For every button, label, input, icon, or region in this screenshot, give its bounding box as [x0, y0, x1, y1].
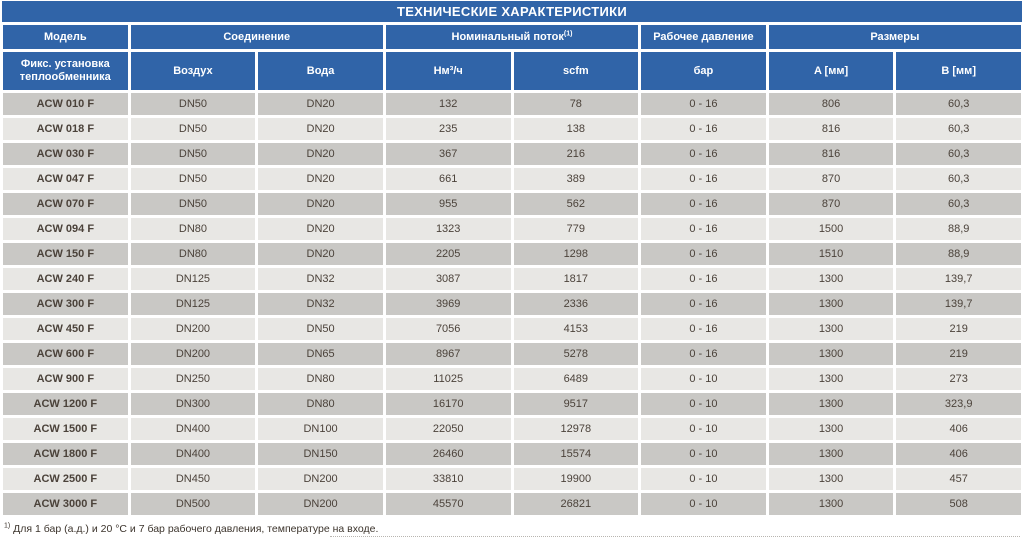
value-cell: 22050	[386, 418, 511, 440]
value-cell: 0 - 16	[641, 343, 766, 365]
model-cell: ACW 600 F	[3, 343, 128, 365]
col-header-water: Вода	[258, 52, 383, 90]
value-cell: 139,7	[896, 293, 1021, 315]
value-cell: 0 - 10	[641, 368, 766, 390]
value-cell: 60,3	[896, 193, 1021, 215]
col-header-fixed-install: Фикс. установка теплообменника	[3, 52, 128, 90]
group-header-nominal-flow	[386, 25, 638, 49]
value-cell: DN20	[258, 243, 383, 265]
value-cell: 1300	[769, 418, 894, 440]
group-header-working-pressure-label: Рабочее давление	[653, 31, 754, 43]
model-cell: ACW 070 F	[3, 193, 128, 215]
value-cell: 132	[386, 93, 511, 115]
page-fold-dotted-line	[330, 536, 1020, 537]
value-cell: 139,7	[896, 268, 1021, 290]
value-cell: 406	[896, 443, 1021, 465]
value-cell: DN50	[131, 168, 256, 190]
value-cell: 779	[514, 218, 639, 240]
group-header-dimensions-label: Размеры	[870, 31, 920, 43]
value-cell: DN50	[258, 318, 383, 340]
value-cell: DN250	[131, 368, 256, 390]
value-cell: 0 - 10	[641, 443, 766, 465]
value-cell: DN50	[131, 93, 256, 115]
footnote	[4, 523, 1024, 535]
value-cell: 2336	[514, 293, 639, 315]
value-cell: 2205	[386, 243, 511, 265]
value-cell: 11025	[386, 368, 511, 390]
table-row	[3, 118, 1021, 140]
table-row	[3, 243, 1021, 265]
table-row	[3, 268, 1021, 290]
value-cell: DN20	[258, 193, 383, 215]
group-header-connection-label: Соединение	[223, 31, 291, 43]
model-cell: ACW 1500 F	[3, 418, 128, 440]
model-cell: ACW 047 F	[3, 168, 128, 190]
footnote-ref-mark: (1)	[563, 30, 573, 38]
model-cell: ACW 1200 F	[3, 393, 128, 415]
table-row	[3, 318, 1021, 340]
value-cell: DN50	[131, 118, 256, 140]
value-cell: DN80	[258, 393, 383, 415]
model-cell: ACW 240 F	[3, 268, 128, 290]
value-cell: 816	[769, 143, 894, 165]
value-cell: DN450	[131, 468, 256, 490]
value-cell: 1510	[769, 243, 894, 265]
value-cell: DN32	[258, 268, 383, 290]
value-cell: 806	[769, 93, 894, 115]
table-row	[3, 293, 1021, 315]
value-cell: 0 - 10	[641, 418, 766, 440]
value-cell: 88,9	[896, 218, 1021, 240]
value-cell: DN20	[258, 93, 383, 115]
value-cell: 219	[896, 343, 1021, 365]
model-cell: ACW 3000 F	[3, 493, 128, 515]
value-cell: 0 - 16	[641, 218, 766, 240]
value-cell: 88,9	[896, 243, 1021, 265]
table-row	[3, 168, 1021, 190]
value-cell: 60,3	[896, 143, 1021, 165]
table-row	[3, 93, 1021, 115]
group-header-model-label: Модель	[44, 31, 87, 43]
value-cell: DN20	[258, 218, 383, 240]
model-cell: ACW 300 F	[3, 293, 128, 315]
value-cell: 60,3	[896, 118, 1021, 140]
value-cell: 26821	[514, 493, 639, 515]
value-cell: 216	[514, 143, 639, 165]
value-cell: 562	[514, 193, 639, 215]
value-cell: 1323	[386, 218, 511, 240]
col-header-dim-b: B [мм]	[896, 52, 1021, 90]
value-cell: 3969	[386, 293, 511, 315]
value-cell: 0 - 16	[641, 318, 766, 340]
table-title: ТЕХНИЧЕСКИЕ ХАРАКТЕРИСТИКИ	[2, 1, 1022, 22]
group-header-nominal-flow-label: Номинальный поток	[451, 31, 564, 43]
value-cell: 7056	[386, 318, 511, 340]
model-cell: ACW 018 F	[3, 118, 128, 140]
value-cell: DN80	[258, 368, 383, 390]
value-cell: 219	[896, 318, 1021, 340]
value-cell: DN200	[258, 468, 383, 490]
value-cell: 0 - 16	[641, 143, 766, 165]
value-cell: DN20	[258, 143, 383, 165]
table-row	[3, 143, 1021, 165]
table-row	[3, 443, 1021, 465]
value-cell: 26460	[386, 443, 511, 465]
value-cell: 4153	[514, 318, 639, 340]
value-cell: 0 - 16	[641, 193, 766, 215]
value-cell: 12978	[514, 418, 639, 440]
value-cell: 33810	[386, 468, 511, 490]
value-cell: 367	[386, 143, 511, 165]
value-cell: 0 - 16	[641, 243, 766, 265]
group-header-model	[3, 25, 128, 49]
value-cell: 816	[769, 118, 894, 140]
value-cell: 78	[514, 93, 639, 115]
group-header-connection	[131, 25, 383, 49]
value-cell: DN150	[258, 443, 383, 465]
value-cell: DN300	[131, 393, 256, 415]
table-row	[3, 368, 1021, 390]
value-cell: DN80	[131, 243, 256, 265]
value-cell: 508	[896, 493, 1021, 515]
value-cell: DN400	[131, 443, 256, 465]
value-cell: 1300	[769, 343, 894, 365]
value-cell: 15574	[514, 443, 639, 465]
value-cell: 138	[514, 118, 639, 140]
value-cell: 3087	[386, 268, 511, 290]
value-cell: 5278	[514, 343, 639, 365]
value-cell: 1300	[769, 443, 894, 465]
value-cell: 457	[896, 468, 1021, 490]
value-cell: DN20	[258, 118, 383, 140]
sub-header-row	[3, 52, 1021, 90]
value-cell: DN20	[258, 168, 383, 190]
col-header-scfm: scfm	[514, 52, 639, 90]
value-cell: DN100	[258, 418, 383, 440]
value-cell: 16170	[386, 393, 511, 415]
value-cell: 8967	[386, 343, 511, 365]
spec-table-body	[3, 93, 1021, 515]
value-cell: 406	[896, 418, 1021, 440]
model-cell: ACW 094 F	[3, 218, 128, 240]
table-row	[3, 393, 1021, 415]
value-cell: 273	[896, 368, 1021, 390]
table-row	[3, 193, 1021, 215]
value-cell: 0 - 16	[641, 118, 766, 140]
value-cell: DN125	[131, 293, 256, 315]
value-cell: 870	[769, 168, 894, 190]
value-cell: DN200	[131, 318, 256, 340]
value-cell: 0 - 16	[641, 168, 766, 190]
value-cell: DN80	[131, 218, 256, 240]
value-cell: 661	[386, 168, 511, 190]
value-cell: 1300	[769, 268, 894, 290]
value-cell: DN50	[131, 193, 256, 215]
value-cell: DN32	[258, 293, 383, 315]
value-cell: 1300	[769, 318, 894, 340]
footnote-text: Для 1 бар (а.д.) и 20 °C и 7 бар рабочего давления, температуре на входе.	[10, 523, 379, 535]
model-cell: ACW 2500 F	[3, 468, 128, 490]
group-header-working-pressure	[641, 25, 766, 49]
value-cell: 235	[386, 118, 511, 140]
group-header-dimensions	[769, 25, 1021, 49]
group-header-row	[3, 25, 1021, 49]
value-cell: 6489	[514, 368, 639, 390]
value-cell: 389	[514, 168, 639, 190]
table-row	[3, 468, 1021, 490]
value-cell: 1298	[514, 243, 639, 265]
table-row	[3, 493, 1021, 515]
table-row	[3, 418, 1021, 440]
footnote-sup: 1)	[4, 522, 11, 530]
value-cell: 1300	[769, 293, 894, 315]
value-cell: 323,9	[896, 393, 1021, 415]
value-cell: 0 - 10	[641, 468, 766, 490]
value-cell: 45570	[386, 493, 511, 515]
value-cell: DN50	[131, 143, 256, 165]
value-cell: 955	[386, 193, 511, 215]
col-header-air: Воздух	[131, 52, 256, 90]
value-cell: 870	[769, 193, 894, 215]
value-cell: 1300	[769, 493, 894, 515]
spec-table-header	[3, 25, 1021, 90]
value-cell: 0 - 16	[641, 268, 766, 290]
value-cell: 1500	[769, 218, 894, 240]
model-cell: ACW 900 F	[3, 368, 128, 390]
value-cell: DN400	[131, 418, 256, 440]
value-cell: 60,3	[896, 93, 1021, 115]
col-header-nm3h: Нм³/ч	[386, 52, 511, 90]
value-cell: DN500	[131, 493, 256, 515]
model-cell: ACW 450 F	[3, 318, 128, 340]
value-cell: 60,3	[896, 168, 1021, 190]
model-cell: ACW 150 F	[3, 243, 128, 265]
value-cell: DN200	[131, 343, 256, 365]
value-cell: 1300	[769, 368, 894, 390]
value-cell: DN125	[131, 268, 256, 290]
col-header-bar: бар	[641, 52, 766, 90]
value-cell: 9517	[514, 393, 639, 415]
model-cell: ACW 010 F	[3, 93, 128, 115]
model-cell: ACW 1800 F	[3, 443, 128, 465]
value-cell: 0 - 10	[641, 393, 766, 415]
value-cell: 0 - 16	[641, 293, 766, 315]
spec-table	[0, 22, 1024, 518]
table-row	[3, 343, 1021, 365]
value-cell: DN200	[258, 493, 383, 515]
table-row	[3, 218, 1021, 240]
value-cell: 19900	[514, 468, 639, 490]
value-cell: 0 - 10	[641, 493, 766, 515]
col-header-dim-a: A [мм]	[769, 52, 894, 90]
value-cell: 1300	[769, 393, 894, 415]
model-cell: ACW 030 F	[3, 143, 128, 165]
value-cell: 0 - 16	[641, 93, 766, 115]
value-cell: 1817	[514, 268, 639, 290]
value-cell: DN65	[258, 343, 383, 365]
value-cell: 1300	[769, 468, 894, 490]
